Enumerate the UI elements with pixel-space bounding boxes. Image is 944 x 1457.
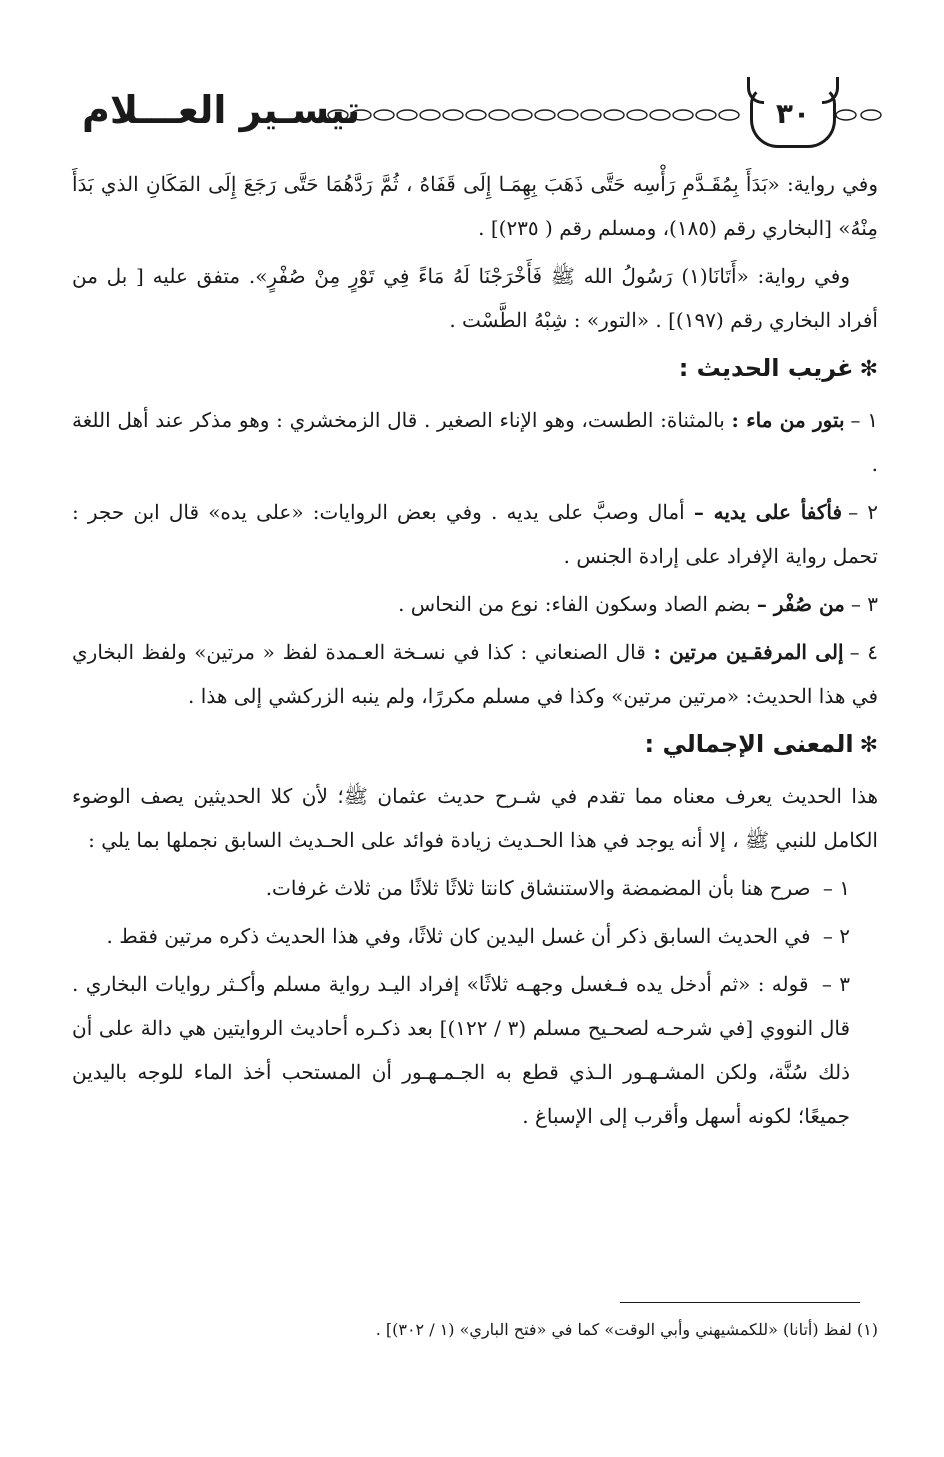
list-item: ١ –بتور من ماء : بالمثناة: الطست، وهو الإناء الصغير . قال الزمخشري : وهو مذكر عند أهل اللغة . bbox=[72, 408, 878, 476]
paragraph-meaning: هذا الحديث يعرف معناه مما تقدم في شـرح حديث عثمان ﷺ؛ لأن كلا الحديثين يصف الوضوء الكامل للنبي ﷺ ، إلا أنه يوجد في هذا الحـديث زيادة فوائد على الحـديث السابق نجملها بما يلي : bbox=[72, 784, 878, 852]
asterisk-icon: ✻ bbox=[859, 733, 878, 758]
paragraph-narration-2: وفي رواية: «أَتَانَا(١) رَسُولُ الله ﷺ فَأَخْرَجْنَا لَهُ مَاءً فِي تَوْرٍ مِنْ صُفْرٍ». متفق عليه [ بل من أفراد البخاري رقم (١٩٧)] . «التور» : شِبْهُ الطَّسْت . bbox=[72, 264, 878, 332]
page-body bbox=[72, 162, 878, 1142]
header-ornament-short bbox=[834, 108, 884, 122]
section-heading-gharib bbox=[72, 346, 878, 392]
footnote: (١) لفظ (أتانا) «للكمشيهني وأبي الوقت» كما في «فتح الباري» (١ / ٣٠٢)] . bbox=[375, 1320, 878, 1339]
list-item: ٢ – في الحديث السابق ذكر أن غسل اليدين كان ثلاثًا، وفي هذا الحديث ذكره مرتين فقط . bbox=[106, 924, 850, 948]
heading-text: غريب الحديث : bbox=[678, 354, 854, 382]
page-number: ٣٠ bbox=[775, 97, 811, 130]
list-item: ٣ – قوله : «ثم أدخل يده فـغسل وجهـه ثلاثًا» إفراد اليـد رواية مسلم وأكـثر روايات البخاري . قال النووي [في شرحـه لصحـيح مسلم (٣ / ١٢٢)] بعد ذكـره أحاديث الروايتين هي دالة على أن ذلك سُنَّة، ولكن المشـهـور الـذي قطع به الجـمـهـور أن المستحب أخذ الماء للوجه باليدين جميعًا؛ لكونه أسهل وأقرب إلى الإسباغ . bbox=[72, 972, 851, 1128]
asterisk-icon: ✻ bbox=[859, 357, 878, 382]
book-title: تيسـير العـــلام bbox=[82, 88, 361, 132]
footnote-divider bbox=[620, 1302, 860, 1303]
list-item: ٢ –فأكفأ على يديه – أمال وصبَّ على يديه . وفي بعض الروايات: «على يده» قال ابن حجر : تحمل رواية الإفراد على إرادة الجنس . bbox=[72, 500, 878, 568]
section-heading-meaning bbox=[72, 722, 878, 768]
list-item: ١ – صرح هنا بأن المضمضة والاستنشاق كانتا ثلاثًا ثلاثًا من ثلاث غرفات. bbox=[265, 876, 850, 900]
page-header bbox=[60, 72, 890, 152]
paragraph-narration-1: وفي رواية: «بَدَأَ بِمُقَـدَّمِ رَأْسِه حَتَّى ذَهَبَ بِهِمَـا إِلَى قَفَاهُ ، ثُمَّ رَدَّهُمَا حَتَّى رَجَعَ إِلَى المَكَانِ الذي بَدَأَ مِنْهُ» [البخاري رقم (١٨٥)، ومسلم رقم ( ٢٣٥)] . bbox=[72, 172, 878, 240]
list-item: ٤ –إلى المرفقـين مرتين : قال الصنعاني : كذا في نسـخة العـمدة لفظ « مرتين» ولفظ البخاري في هذا الحديث: «مرتين مرتين» وكذا في مسلم مكررًا، ولم ينبه الزركشي إلى هذا . bbox=[72, 640, 878, 708]
list-item: ٣ –من صُفْر – بضم الصاد وسكون الفاء: نوع من النحاس . bbox=[398, 592, 878, 616]
header-ornament bbox=[326, 108, 746, 122]
page-number-frame bbox=[750, 86, 836, 148]
heading-text: المعنى الإجمالي : bbox=[644, 730, 854, 758]
